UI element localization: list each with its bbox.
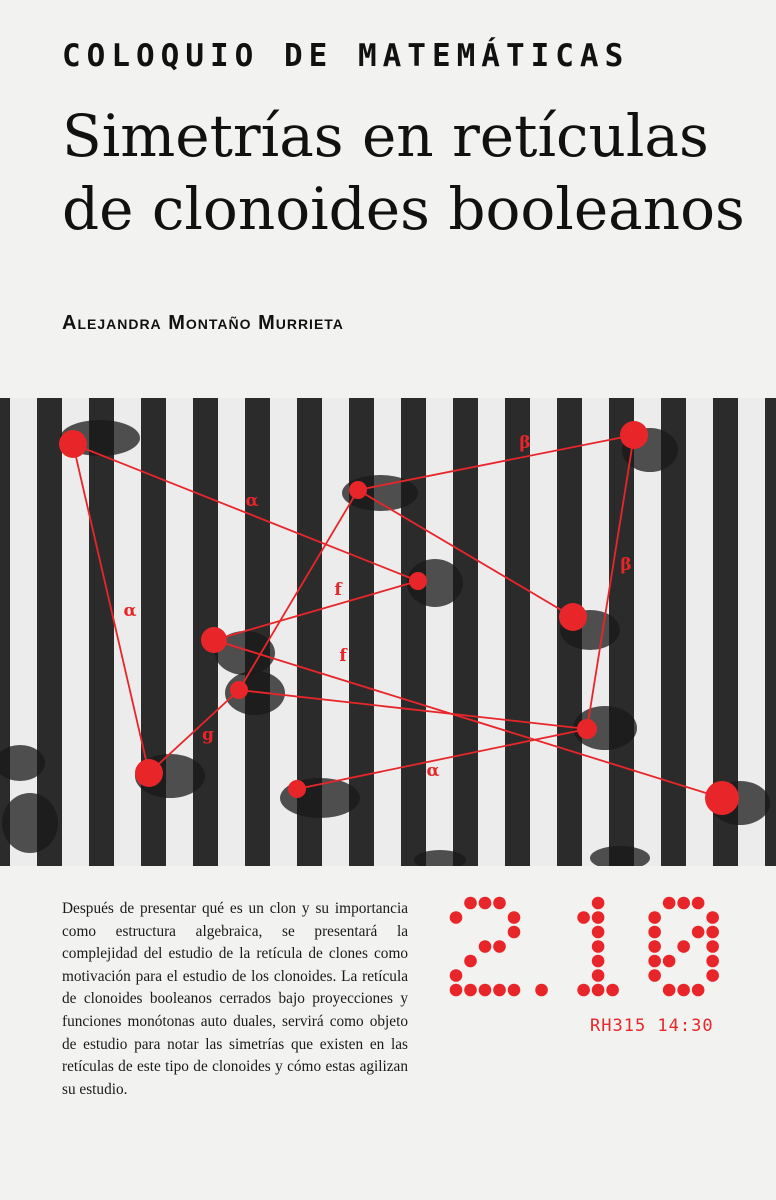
crosswalk-stripe: [374, 398, 401, 866]
date-dot: [663, 984, 676, 997]
crosswalk-stripe: [478, 398, 505, 866]
date-dot: [479, 984, 492, 997]
edge-label-f-lower: f: [339, 646, 347, 666]
date-dot: [648, 969, 661, 982]
date-dot: [663, 897, 676, 910]
edge-label-alpha-bottom: α: [426, 761, 440, 781]
date-dot: [577, 984, 590, 997]
date-dot: [706, 955, 719, 968]
date-dot: [592, 940, 605, 953]
date-dot: [692, 897, 705, 910]
date-dot: [692, 926, 705, 939]
graph-node: [577, 719, 597, 739]
date-dot: [450, 984, 463, 997]
date-dot: [606, 984, 619, 997]
date-dot: [648, 926, 661, 939]
date-dot: [450, 969, 463, 982]
date-dot: [677, 984, 690, 997]
graph-node: [288, 780, 306, 798]
graph-node: [230, 681, 248, 699]
date-dot: [493, 897, 506, 910]
date-dot: [692, 984, 705, 997]
abstract-text: Después de presentar qué es un clon y su importancia como estructura algebraica, se presentará la complejidad del estudio de la retícula de clones como motivación para el estudio de los clonoides. La retícula de clonoides booleanos cerrados bajo proyecciones y funciones monótonas auto duales, servirá como objeto de estudio para notar las simetrías que existen en las retículas de este tipo de clonoides y cómo estas agilizan su estudio.: [62, 900, 408, 1098]
room-and-time: RH315 14:30: [590, 1016, 714, 1036]
graph-node: [409, 572, 427, 590]
edge-label-g: g: [202, 725, 214, 745]
date-dot: [508, 911, 521, 924]
date-dot: [508, 926, 521, 939]
talk-title: Simetrías en retículas de clonoides booleanos: [62, 102, 745, 243]
date-dot: [648, 911, 661, 924]
crosswalk-stripe: [62, 398, 89, 866]
edge-label-beta-top: β: [519, 433, 531, 453]
date-dot: [479, 897, 492, 910]
date-dot: [535, 984, 548, 997]
date-dot: [493, 940, 506, 953]
date-dot: [464, 897, 477, 910]
edge-label-f-upper: f: [334, 580, 342, 600]
date-dot: [577, 911, 590, 924]
date-dot: [706, 926, 719, 939]
crosswalk-stripe: [114, 398, 141, 866]
date-dot: [677, 897, 690, 910]
graph-node: [59, 430, 87, 458]
edge-label-alpha-top: α: [245, 491, 259, 511]
date-dot: [592, 911, 605, 924]
graph-node: [349, 481, 367, 499]
date-dot: [450, 911, 463, 924]
graph-node: [559, 603, 587, 631]
dot-matrix-date: [448, 895, 748, 1005]
crosswalk-photo: [0, 398, 776, 866]
date-dot: [706, 969, 719, 982]
date-dot: [592, 984, 605, 997]
crosswalk-stripe: [426, 398, 453, 866]
date-dot: [592, 926, 605, 939]
graph-node: [705, 781, 739, 815]
date-dot: [464, 955, 477, 968]
speaker-name: Alejandra Montaño Murrieta: [62, 312, 344, 334]
date-dot: [677, 940, 690, 953]
series-title: COLOQUIO DE MATEMÁTICAS: [62, 38, 630, 74]
edge-label-beta-right: β: [620, 555, 632, 575]
date-display: [448, 895, 748, 1005]
date-dot: [592, 969, 605, 982]
date-dot: [706, 911, 719, 924]
date-dot: [648, 940, 661, 953]
graph-node: [201, 627, 227, 653]
graph-node: [135, 759, 163, 787]
date-dot: [706, 940, 719, 953]
date-dot: [648, 955, 661, 968]
date-dot: [479, 940, 492, 953]
edge-label-alpha-left: α: [123, 601, 137, 621]
crosswalk-graph-illustration: [0, 398, 776, 866]
date-dot: [592, 955, 605, 968]
date-dot: [464, 984, 477, 997]
date-dot: [493, 984, 506, 997]
graph-node: [620, 421, 648, 449]
date-dot: [592, 897, 605, 910]
date-dot: [663, 955, 676, 968]
crosswalk-stripe: [530, 398, 557, 866]
pedestrian-silhouette: [2, 793, 58, 853]
date-dot: [508, 984, 521, 997]
